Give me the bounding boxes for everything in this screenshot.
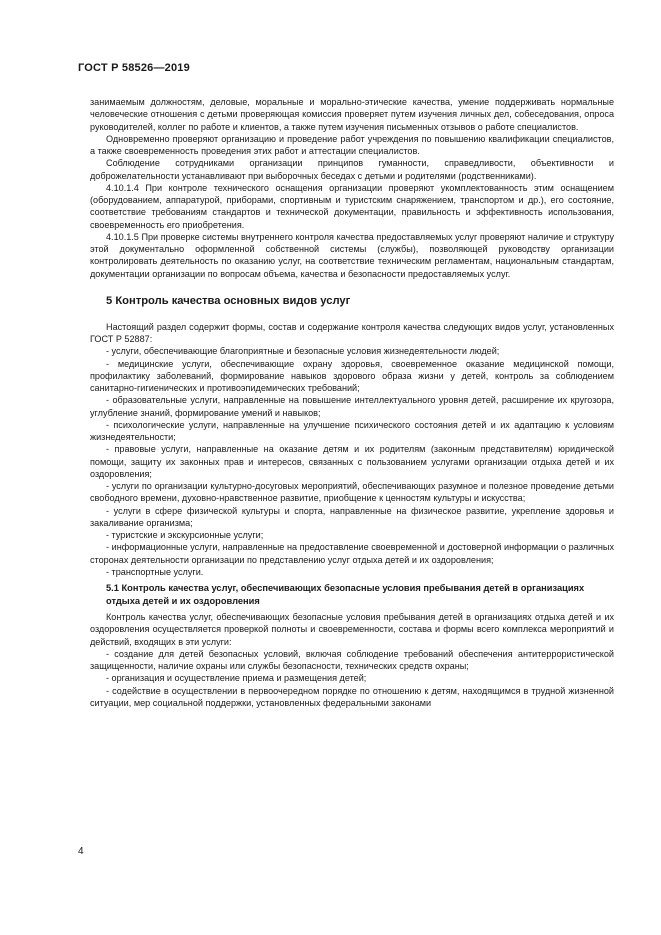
list-item: - транспортные услуги. xyxy=(106,566,204,577)
section-heading: 5 Контроль качества основных видов услуг xyxy=(106,294,351,307)
list-item: - медицинские услуги, обеспечивающие охрану здоровья, своевременное оказание медицинской помощи, профилактику заболеваний, формирование навыков здорового образа жизни у детей, контроль за соблюдением санитарно-гигиенических и противоэпидемических требований; xyxy=(90,358,614,393)
list-item: - содействие в осуществлении в первоочередном порядке по отношению к детям, находящимся в трудной жизненной ситуации, мер социальной поддержки, установленных федеральными законами xyxy=(90,685,614,708)
list-item: - услуги в сфере физической культуры и спорта, направленные на физическое развитие, укрепление здоровья и закаливание организма; xyxy=(90,505,614,528)
body-paragraph: 4.10.1.4 При контроле технического оснащения организации проверяют укомплектованность этим оснащением (оборудованием, аппаратурой, приборами, спортивным и туристским снаряжением, транспортом и др.), его состояние, соответствие требованиям стандартов и технической документации, правильность и эффективность использования, своевременность его приобретения. xyxy=(90,182,614,230)
page-number: 4 xyxy=(78,846,84,857)
list-item: - правовые услуги, направленные на оказание детям и их родителям (законным представителям) юридической помощи, защиту их законных прав и интересов, связанных с пользованием услугами организации отдыха детей и их оздоровления; xyxy=(90,444,614,479)
body-paragraph: Соблюдение сотрудниками организации принципов гуманности, справедливости, объективности и доброжелательности устанавливают при выборочных беседах с детьми и родителями (родственниками). xyxy=(90,158,614,181)
body-paragraph: Контроль качества услуг, обеспечивающих безопасные условия пребывания детей в организациях отдыха детей и их оздоровления осуществляется проверкой полноты и своевременности, состава и формы всего комплекса мероприятий и действий, входящих в эти услуги: xyxy=(90,612,614,647)
list-item: - информационные услуги, направленные на предоставление своевременной и достоверной информации о различных сторонах деятельности организации по представлению услуг отдыха детей и их оздоровления; xyxy=(90,542,614,565)
list-item: - организация и осуществление приема и размещения детей; xyxy=(106,673,367,684)
list-item: - услуги по организации культурно-досуговых мероприятий, обеспечивающих разумное и полезное проведение детьми свободного времени, духовно-нравственное развитие, приобщение к ценностям культуры и искусства; xyxy=(90,481,614,504)
list-item: - туристские и экскурсионные услуги; xyxy=(106,530,264,540)
list-item: - услуги, обеспечивающие благоприятные и безопасные условия жизнедеятельности людей; xyxy=(106,346,500,357)
body-paragraph: 4.10.1.5 При проверке системы внутреннего контроля качества предоставляемых услуг проверяют наличие и структуру этой документально оформленной собственной системы (службы), позволяющей руководству организации контролировать деятельность по оказанию услуг, на соответствие техническим регламентам, национальным стандартам, документации организации по вопросам объема, качества и безопасности предоставляемых услуг. xyxy=(90,231,614,279)
page-body xyxy=(90,96,614,709)
list-item: - психологические услуги, направленные на улучшение психического состояния детей и их адаптацию к условиям жизнедеятельности; xyxy=(90,419,614,442)
body-paragraph: Настоящий раздел содержит формы, состав и содержание контроля качества следующих видов услуг, установленных ГОСТ Р 52887: xyxy=(90,321,614,344)
document-header: ГОСТ Р 58526—2019 xyxy=(78,62,190,74)
list-item: - создание для детей безопасных условий, включая соблюдение требований обеспечения антитеррористической защищенности, наличие охраны или службы безопасности, технических средств охраны; xyxy=(90,648,614,671)
subsection-heading: 5.1 Контроль качества услуг, обеспечивающих безопасные условия пребывания детей в организациях отдыха детей и их оздоровления xyxy=(106,583,585,606)
body-paragraph: Одновременно проверяют организацию и проведение работ учреждения по повышению квалификации специалистов, а также своевременность проведения этих работ и аттестации специалистов. xyxy=(90,133,614,156)
body-paragraph: занимаемым должностям, деловые, моральные и морально-этические качества, умение поддерживать нормальные человеческие отношения с детьми проверяющая комиссия проверяет путем изучения личных дел, собеседования, опроса руководителей, коллег по работе и клиентов, а также путем изучения письменных отзывов о работе специалистов. xyxy=(90,97,614,132)
list-item: - образовательные услуги, направленные на повышение интеллектуального уровня детей, расширение их кругозора, углубление знаний, формирование умений и навыков; xyxy=(90,395,614,418)
